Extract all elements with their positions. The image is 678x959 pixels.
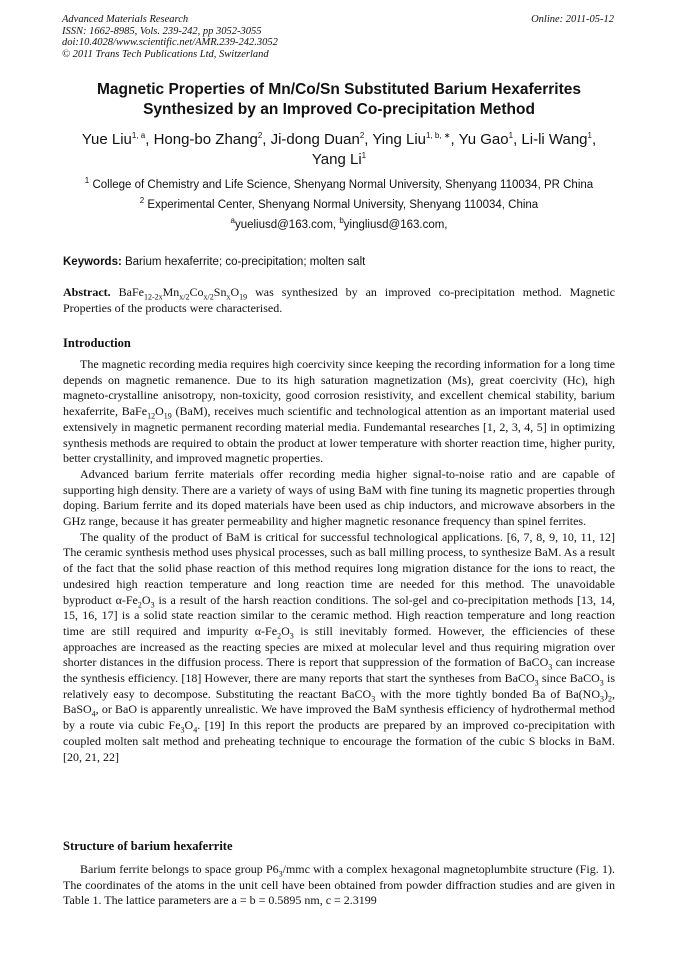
text-run: O: [155, 404, 164, 419]
formula-sub: 4: [193, 725, 198, 735]
structure-paragraph-1: [63, 862, 615, 909]
formula-sub: 19: [163, 411, 172, 421]
paper-title: [40, 80, 638, 120]
author-mark: 1: [508, 131, 514, 140]
copyright-line: © 2011 Trans Tech Publications Ltd, Switzerland: [62, 48, 269, 60]
author-name: , Hong-bo Zhang: [145, 131, 258, 148]
email-address: yingliusd@163.com,: [343, 219, 448, 231]
text-run: , BaSO: [63, 686, 616, 717]
author-mark: 2: [257, 131, 263, 140]
formula-sub: 2: [277, 631, 282, 641]
affiliation-2: [40, 198, 638, 212]
author-mark: 1: [587, 131, 592, 140]
affiliation-text: Experimental Center, Shenyang Normal University, Shenyang 110034, China: [144, 199, 539, 211]
title-line-2: Synthesized by an Improved Co-precipitation Method: [143, 101, 535, 118]
doi-line: doi:10.4028/www.scientific.net/AMR.239-242.3052: [62, 37, 278, 48]
email-mark: b: [339, 216, 344, 226]
author-mark: 2: [359, 131, 365, 140]
formula-sub: 3: [150, 599, 155, 609]
affiliation-mark: 2: [139, 196, 145, 206]
text-run: is a result of the harsh reaction conditions. The sol-gel and co-precipitation methods [13, 14, 15, 16, 17] is a solid state reaction similar to the ceramic method. High reaction temperature and long reaction time are still required and impurity α-Fe: [63, 592, 615, 638]
formula-part: Mn: [162, 285, 180, 299]
formula-sub: 2: [137, 599, 142, 609]
abstract-label: Abstract.: [63, 285, 111, 299]
author-list: [40, 130, 638, 170]
formula-sub: 2: [608, 694, 613, 704]
affiliation-1: [40, 178, 638, 192]
author-mark: 1, a: [131, 131, 146, 140]
author-separator: ,: [591, 131, 597, 148]
text-run: Barium ferrite belongs to space group P6: [80, 862, 279, 876]
text-run: (BaM), receives much scientific and technological attention as an important material used extensively in magnetic permanent recording material media. Fundemantal researches [1, 2, 3, 4, 5] in optimizing synthesis methods are required to obtain the product at lower temperature with shorter reaction time, higher purity, better crystallinity, and improved magnetic properties.: [63, 404, 616, 466]
formula-part: Sn: [213, 285, 227, 299]
text-run: The quality of the product of BaM is critical for successful technological applications. [6, 7, 8, 9, 10, 11, 12] The ceramic synthesis method uses physical processes, such as ball milling process, to synthesize BaM. As a result of the fact that the solid phase reaction of this method requires long migration distance for the ions to react, the undesired high reaction temperature and long reaction time are needed for this method. The unavoidable byproduct α-Fe: [63, 529, 615, 607]
formula-sub: 3: [534, 678, 539, 688]
section-heading-introduction: Introduction: [63, 336, 131, 350]
text-run: ): [604, 686, 609, 701]
formula-sub: 19: [239, 292, 248, 302]
author-mark: 1: [361, 151, 367, 160]
formula-sub: 3: [180, 725, 185, 735]
intro-paragraph-3: [63, 530, 615, 766]
text-run: , or BaO is apparently unrealistic. We have improved the BaM synthesis efficiency of hydrothermal method by a route via cubic Fe: [63, 702, 615, 733]
formula-sub: 3: [289, 631, 294, 641]
formula-sub: 3: [548, 662, 553, 672]
formula-sub: 12: [147, 411, 156, 421]
formula-sub: 12-2x: [143, 292, 163, 302]
online-date: Online: 2011-05-12: [531, 14, 614, 25]
author-name: , Ji-dong Duan: [262, 131, 360, 148]
introduction-body: [63, 357, 615, 765]
keywords-label: Keywords:: [63, 256, 122, 268]
author-name: , Ying Liu: [364, 131, 426, 148]
intro-paragraph-1: [63, 357, 615, 467]
formula-part: Co: [189, 285, 204, 299]
section-heading-structure: Structure of barium hexaferrite: [63, 839, 233, 853]
author-name: Yang Li: [311, 151, 362, 168]
formula-sub: 3: [599, 678, 604, 688]
formula-sub: 3: [371, 694, 376, 704]
formula-sub: x/2: [203, 292, 214, 302]
keywords-text: Barium hexaferrite; co-precipitation; molten salt: [121, 256, 366, 268]
formula-sub: 4: [91, 709, 96, 719]
abstract: [63, 285, 615, 316]
formula-sub: x: [226, 292, 231, 302]
formula-sub: 3: [278, 869, 283, 879]
issn-line: ISSN: 1662-8985, Vols. 239-242, pp 3052-3055: [62, 25, 262, 37]
formula-sub: x/2: [179, 292, 190, 302]
title-line-1: Magnetic Properties of Mn/Co/Sn Substituted Barium Hexaferrites: [96, 81, 582, 98]
journal-name: Advanced Materials Research: [62, 14, 189, 25]
text-run: The magnetic recording media requires high coercivity since keeping the recording information for a long time depends on magnetic remanence. Due to its high saturation magnetization (Ms), great coercivity (Hc), high magneto-crystalline anisotropy, non-toxicity, good corrosion resistivity, and excellent chemical stability, barium hexaferrite, BaFe: [63, 357, 615, 419]
intro-paragraph-2: Advanced barium ferrite materials offer recording media higher signal-to-noise ratio and are capable of supporting high density. There are a variety of ways of using BaM with fine tuning its magnetic properties through doping. Barium ferrite and its doped materials have been used as chip inductors, and microwave absorbers in the GHz range, because it has greater permeability and higher magnetic resonance frequency than spinel ferrites.: [63, 466, 615, 529]
affiliation-mark: 1: [84, 176, 90, 186]
formula-part: O: [230, 285, 240, 299]
abstract-text: was synthesized by an improved co-precipitation method. Magnetic Properties of the products were characterised.: [63, 285, 615, 315]
formula-part: BaFe: [110, 285, 144, 299]
affiliation-text: College of Chemistry and Life Science, Shenyang Normal University, Shenyang 110034, PR China: [89, 179, 594, 191]
text-run: . [19] In this report the products are prepared by an improved co-precipitation with coupled molten salt method and preheating technique to encourage the formation of the cubic S blocks in BaM. [20, 21, 22]: [63, 718, 615, 764]
text-run: since BaCO: [538, 671, 600, 686]
text-run: is still inevitably formed. However, the efficiencies of these approaches are increased as the reacting species are mixed at molecular level and thus requiring migration over shorter distances in the diffusion process. There is report that suppression of the formation of BaCO: [63, 623, 616, 670]
keywords: [63, 256, 615, 268]
structure-body: [63, 862, 615, 909]
email-line: [40, 218, 638, 232]
author-name: Yue Liu: [81, 131, 132, 148]
text-run: /mmc with a complex hexagonal magnetoplumbite structure (Fig. 1). The coordinates of the atoms in the unit cell have been obtained from powder diffraction studies and are given in Table 1. The lattice parameters are a = b = 0.5895 nm, c = 2.3199: [63, 862, 615, 908]
text-run: can increase the synthesis efficiency. [18] However, there are many reports that start the syntheses from BaCO: [63, 655, 615, 686]
author-mark: 1, b, ∗: [426, 131, 451, 140]
author-name: , Yu Gao: [450, 131, 509, 148]
text-run: O: [184, 718, 194, 733]
formula-sub: 3: [600, 694, 605, 704]
email-address: yueliusd@163.com,: [234, 219, 340, 231]
text-run: O: [141, 592, 151, 607]
journal-header: [62, 14, 278, 60]
text-run: is relatively easy to decompose. Substituting the reactant BaCO: [63, 671, 616, 701]
text-run: with the more tightly bonded Ba of Ba(NO: [375, 686, 601, 701]
text-run: O: [281, 623, 290, 638]
author-name: , Li-li Wang: [513, 131, 588, 148]
email-mark: a: [230, 216, 235, 226]
